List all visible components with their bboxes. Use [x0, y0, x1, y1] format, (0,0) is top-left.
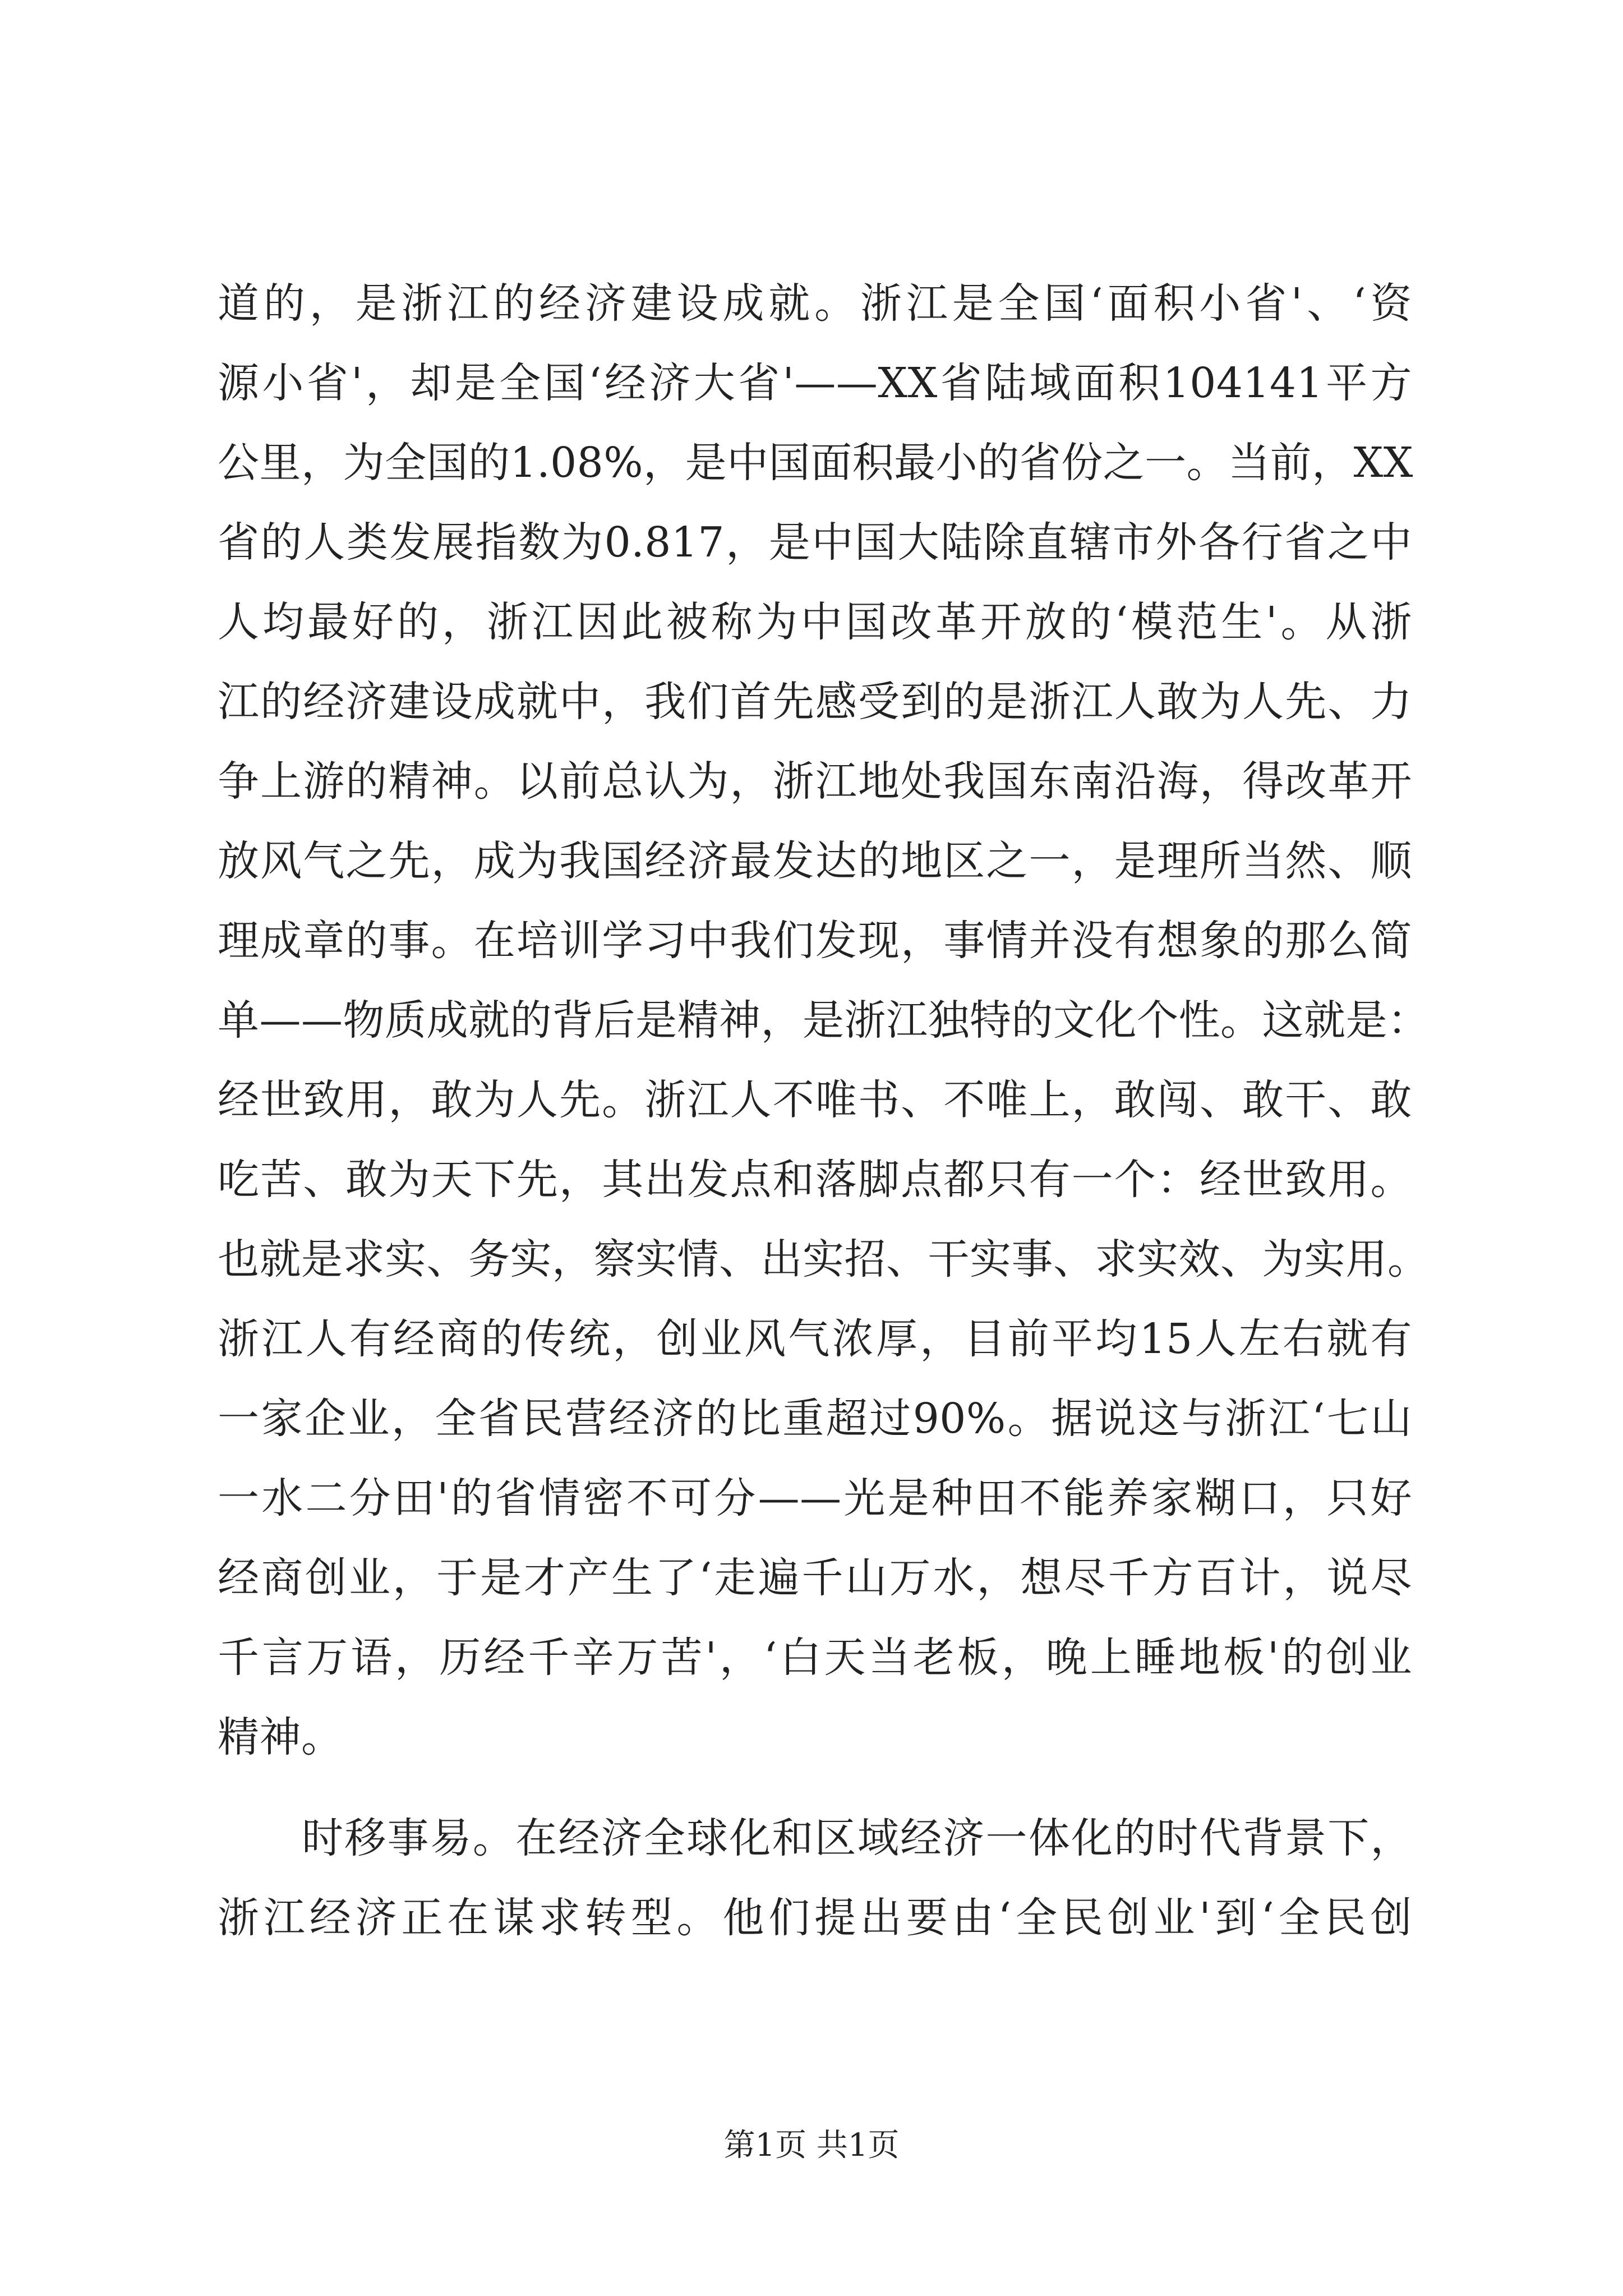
text-line: 浙江经济正在谋求转型。他们提出要由‘全民创业'到‘全民创: [218, 1894, 1412, 1942]
text-line: 经商创业，于是才产生了‘走遍千山万水，想尽千方百计，说尽: [218, 1554, 1412, 1602]
paragraph-spacer: [218, 1777, 1412, 1798]
document-body: [218, 264, 1430, 1958]
text-line: 时移事易。在经济全球化和区域经济一体化的时代背景下，: [302, 1814, 1412, 1862]
text-line: 经世致用，敢为人先。浙江人不唯书、不唯上，敢闯、敢干、敢: [218, 1076, 1412, 1124]
text-line: 放风气之先，成为我国经济最发达的地区之一，是理所当然、顺: [218, 837, 1412, 885]
text-line: 公里，为全国的1.08%，是中国面积最小的省份之一。当前，XX: [218, 439, 1413, 487]
text-line: 江的经济建设成就中，我们首先感受到的是浙江人敢为人先、力: [218, 678, 1412, 726]
page-footer: [0, 2126, 1623, 2165]
paragraph: [218, 264, 1430, 1777]
text-line: 源小省'，却是全国‘经济大省'——XX省陆域面积104141平方: [218, 359, 1412, 407]
text-line: 一家企业，全省民营经济的比重超过90%。据说这与浙江‘七山: [218, 1395, 1412, 1443]
page-number-label: 第1页 共1页: [723, 2127, 900, 2164]
text-line: 一水二分田'的省情密不可分——光是种田不能养家糊口，只好: [218, 1474, 1412, 1522]
text-line: 道的，是浙江的经济建设成就。浙江是全国‘面积小省'、‘资: [218, 279, 1412, 328]
text-line: 争上游的精神。以前总认为，浙江地处我国东南沿海，得改革开: [218, 757, 1412, 806]
text-line: 理成章的事。在培训学习中我们发现，事情并没有想象的那么简: [218, 917, 1412, 965]
text-line: 精神。: [218, 1713, 343, 1761]
paragraph: [218, 1798, 1412, 1958]
text-line: 省的人类发展指数为0.817，是中国大陆除直辖市外各行省之中: [218, 518, 1412, 567]
text-line: 吃苦、敢为天下先，其出发点和落脚点都只有一个：经世致用。: [218, 1156, 1412, 1204]
text-line: 人均最好的，浙江因此被称为中国改革开放的‘模范生'。从浙: [218, 598, 1412, 646]
text-line: 千言万语，历经千辛万苦'，‘白天当老板，晚上睡地板'的创业: [218, 1634, 1412, 1682]
text-line: 单——物质成就的背后是精神，是浙江独特的文化个性。这就是：: [218, 996, 1430, 1045]
text-line: 浙江人有经商的传统，创业风气浓厚，目前平均15人左右就有: [218, 1315, 1412, 1363]
text-line: 也就是求实、务实，察实情、出实招、干实事、求实效、为实用。: [218, 1235, 1430, 1283]
